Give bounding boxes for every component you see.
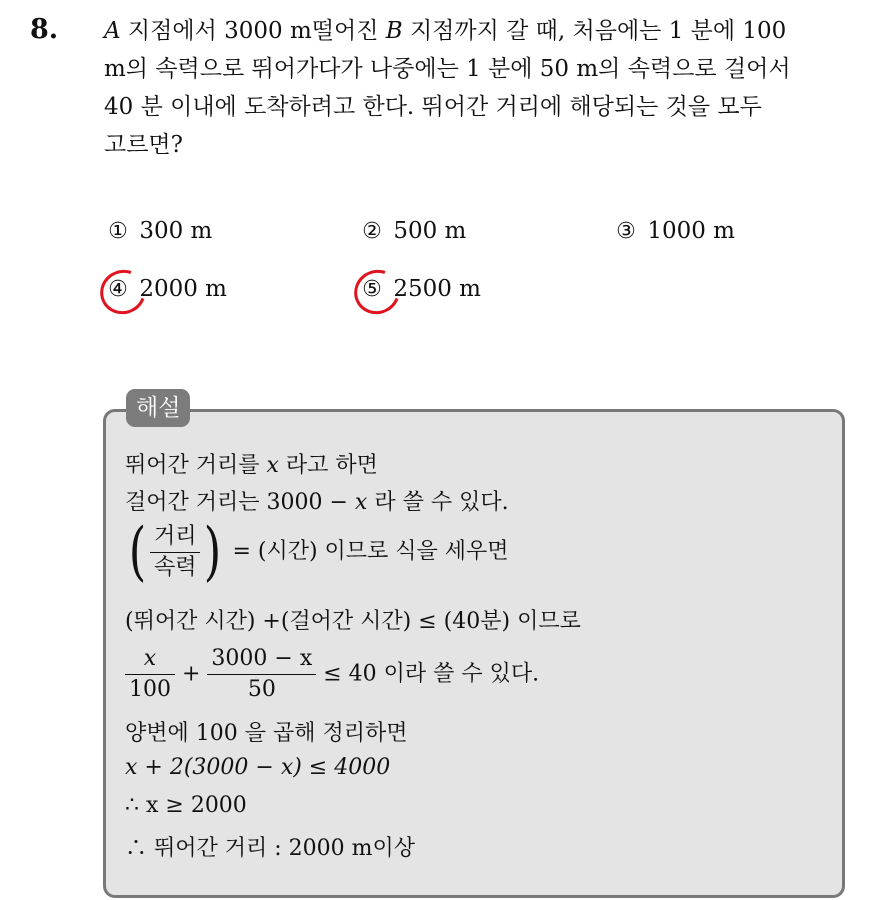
choice-4-mark: ④ — [108, 277, 128, 302]
choice-2-text: 500 m — [393, 218, 467, 244]
solution-line-2: 걸어간 거리는 3000 − x 라 쓸 수 있다. — [125, 490, 509, 515]
solution-line-5: $\frac{x}{100}$ + $\frac{3000 - x}{50}$ ≤ 40 이라 쓸 수 있다. — [125, 644, 539, 705]
question-line-3: 40 분 이내에 도착하려고 한다. 뛰어간 거리에 해당되는 것을 모두 — [104, 94, 762, 120]
question-line-4: 고르면? — [104, 132, 183, 158]
choice-3-text: 1000 m — [647, 218, 735, 244]
question-number: 8. — [30, 14, 59, 45]
point-a-label: A — [104, 18, 121, 44]
solution-line-9: ∴ 뛰어간 거리 : 2000 m이상 — [125, 836, 415, 861]
question-line-2: m의 속력으로 뛰어가다가 나중에는 1 분에 50 m의 속력으로 걸어서 — [104, 56, 791, 82]
choice-5-text: 2500 m — [393, 276, 481, 302]
answer-circle-4 — [93, 262, 153, 321]
choice-1-text: 300 m — [139, 218, 213, 244]
choice-2[interactable] — [358, 218, 466, 244]
solution-line-7: x + 2(3000 − x) ≤ 4000 — [125, 755, 391, 780]
distance-over-speed: $\frac{\text{거리}}{\text{속력}}$ — [150, 522, 201, 583]
point-b-label: B — [385, 18, 403, 44]
solution-line-3: ( $\frac{\text{거리}}{\text{속력}}$ ) = (시간) 이므로 식을 세우면 — [128, 515, 509, 589]
choice-3-mark: ③ — [616, 219, 636, 244]
right-paren: ) — [204, 515, 222, 589]
solution-line-6: 양변에 100 을 곱해 정리하면 — [125, 721, 408, 746]
left-paren: ( — [128, 515, 147, 589]
question-line-1: A 지점에서 3000 m떨어진 B 지점까지 갈 때, 처음에는 1 분에 100 — [104, 18, 787, 44]
solution-line-4: (뛰어간 시간) +(걸어간 시간) ≤ (40분) 이므로 — [125, 609, 581, 634]
explanation-tag: 해설 — [126, 389, 190, 427]
choice-1-mark: ① — [108, 219, 128, 244]
choice-2-mark: ② — [362, 219, 382, 244]
question-text — [104, 12, 864, 164]
choice-5-mark: ⑤ — [362, 277, 382, 302]
choice-3[interactable] — [612, 218, 735, 244]
solution-line-1: 뛰어간 거리를 x 라고 하면 — [125, 453, 378, 478]
choice-4-text: 2000 m — [139, 276, 227, 302]
fraction-run: $\frac{x}{100}$ — [125, 644, 175, 705]
answer-circle-5 — [347, 262, 407, 321]
solution-line-8: ∴ x ≥ 2000 — [125, 793, 247, 818]
fraction-walk: $\frac{3000 - x}{50}$ — [207, 644, 316, 705]
choice-1[interactable] — [104, 218, 212, 244]
